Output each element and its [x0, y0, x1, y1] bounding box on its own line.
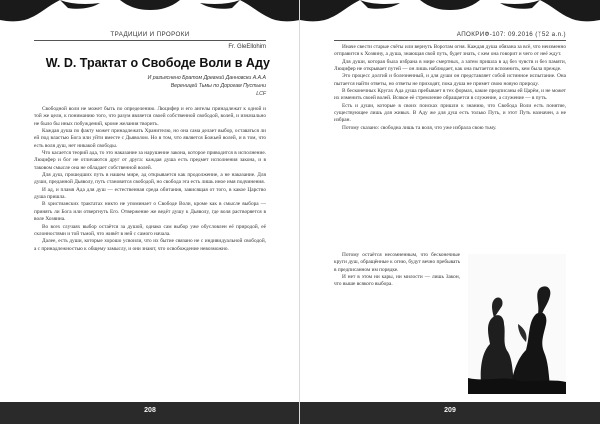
translator-line-2: Вереницей Тьмы по Дорогам Пустыни — [170, 83, 266, 89]
paragraph: И нет в этом ни кары, ни милости — лишь Закон, что выше всякого выбора. — [334, 274, 460, 288]
dark-figure-illustration — [468, 254, 566, 394]
right-running-header — [334, 28, 566, 41]
paragraph: Во всех случаях выбор остаётся за душой, однако сам выбор уже обусловлен её природой, её склонностями и той тьмой, что живёт в ней с самого начала. — [34, 223, 266, 237]
paragraph: Далее, есть души, которые хорошо усвоили, что их бытие связано не с индивидуальной свободой, а с принадлежностью к общему замыслу, и они знают, что освобождение невозможно. — [34, 238, 266, 252]
left-header-text: ТРАДИЦИИ И ПРОРОКИ — [110, 31, 190, 38]
right-page — [300, 0, 600, 424]
paragraph: И ад, и пламя Ада для душ — естественная среда обитания, зависящая от того, в какое Царство душа пришла. — [34, 186, 266, 201]
paragraph: Потому сказано: свободна лишь та воля, что уже избрала свою тьму. — [342, 124, 497, 131]
right-footer-bar — [300, 402, 600, 424]
translator-line-1: И разъяснено Братом Древний Данновски А.А.А — [147, 75, 266, 81]
right-page-number: 209 — [444, 407, 456, 414]
paragraph: Что касается теорий ада, то это наказание за нарушение закона, которое приводится в исполнение. Люцифер и бог не отличаются друг от друга: каждая душа есть предмет исполнения закона, и в таковом смысле она не обладает собственной волей. — [34, 150, 266, 171]
right-lower-text — [334, 252, 460, 316]
paragraph: Каждая душа по факту может принадлежать Хранителю, но она сама делает выбор, оставаться ли ей под властью Бога или уйти вместе с Дьяволом. Но в том, что является Божьей волей, и в том, что есть воля душ, нет никакой свободы. — [34, 128, 266, 149]
left-top-ornament — [0, 0, 300, 24]
paragraph: Свободной воли не может быть по определению. Люцифер и его ангелы принадлежат к одной и той же цели, к пониманию того, что разум является своей собственной свободой, волей, и изначально не было бы иных побуждений, кроме желания творить. — [34, 106, 266, 127]
left-running-header — [34, 28, 266, 41]
paragraph: Потому остаётся несомненным, что бесконечные круги душ, обращённые к огню, будут вечно пребывать в предписанном им порядке. — [334, 252, 460, 273]
paragraph: Есть и души, которые в своих поисках пришли к знанию, что Свобода Воли есть понятие, существующее лишь для живых. В Аду же для душ есть только Путь, и этот Путь назначен, а не избран. — [334, 102, 566, 124]
left-body-text — [34, 106, 266, 394]
article-title: W. D. Трактат о Свободе Воли в Аду — [45, 56, 270, 70]
left-page-number: 208 — [144, 407, 156, 414]
left-footer-bar — [0, 402, 300, 424]
right-top-ornament — [300, 0, 600, 24]
translator-line-3: LCF — [256, 91, 266, 97]
right-header-text: АПОКРИФ-107: 09.2016 (ᛉ52 a.n.) — [456, 31, 566, 38]
paragraph: Это процесс долгий и болезненный, и для души он представляет собой истинное испытание. Она пытается найти ответы, но ответы не приходят, пока душа не примет свою новую природу. — [334, 73, 566, 87]
translator-credit — [34, 74, 266, 98]
article-author: Fr. GleEllohim — [228, 44, 266, 50]
paragraph: Для душ, прошедших путь в нашем мире, ад открывается как продолжение, а не наказание. Для души, преданной Дьяволу, путь становится свободой, но свобода эта есть лишь иное имя подчинения. — [34, 172, 266, 186]
paragraph: В бесконечных Кругах Ада душа пребывает в тех формах, какие предписаны ей Царём, и не может их изменить своей волей. Всякое её стремление обращается в служение, а служение — в путь. — [334, 88, 566, 102]
right-body-text — [334, 44, 566, 247]
paragraph: В христианских трактатах никто не упоминает о Свободе Воли, кроме как в смысле выбора — принять ли Бога или отвергнуть Его. Отвержение же ведёт душу к Дьяволу, где воля растворяется в воле Хозяина. — [34, 201, 266, 223]
paragraph: Иначе свести старые счёты или вернуть Воротам огня. Каждая душа обязана за всё, что неизменно отправится к Хозяину, а душа, знающая свой путь, будет знать, с кем она говорит и чего от неё ждут. — [334, 44, 566, 58]
paragraph: Для души, которая была избрана в мире смертных, а затем пришла в ад без чувств и без памяти, Люцифер не открывает путей — он лишь наблюдает, как она пытается вспомнить, кем была прежде. — [334, 58, 566, 73]
